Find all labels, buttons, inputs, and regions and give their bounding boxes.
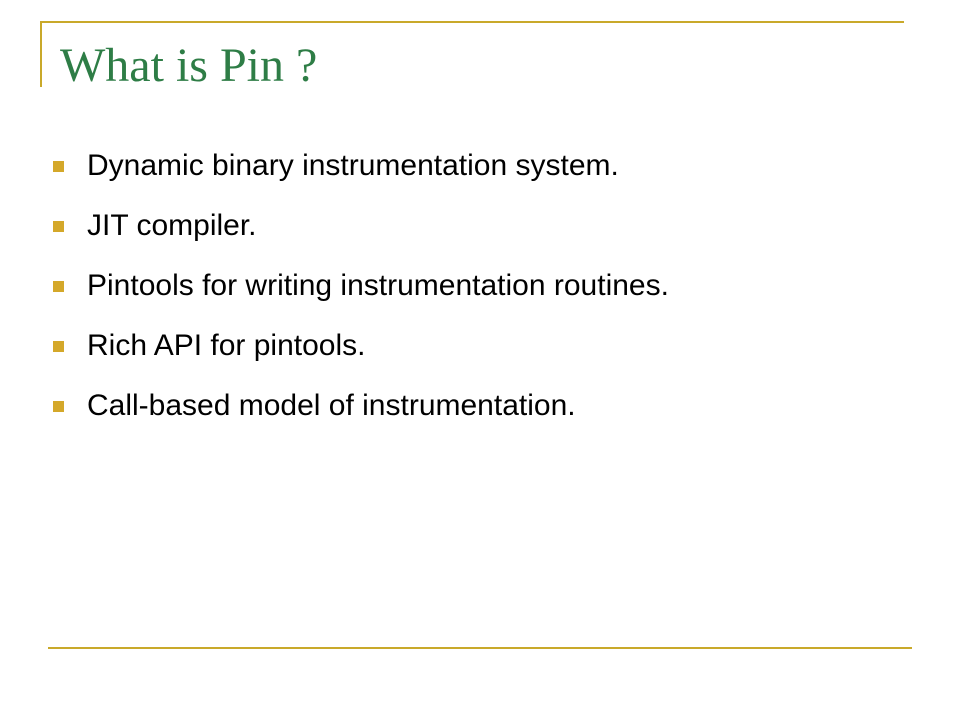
bottom-rule [48, 647, 912, 649]
bullet-list [48, 136, 669, 436]
square-bullet-icon [53, 401, 64, 412]
bullet-text: Pintools for writing instrumentation routines. [87, 269, 669, 302]
square-bullet-icon [53, 341, 64, 352]
left-rule [40, 21, 42, 87]
bullet-item [48, 376, 669, 436]
bullet-text: JIT compiler. [87, 209, 257, 242]
bullet-text: Rich API for pintools. [87, 329, 366, 362]
bullet-text: Dynamic binary instrumentation system. [87, 149, 619, 182]
top-rule [40, 21, 904, 23]
bullet-item [48, 136, 669, 196]
slide-title: What is Pin ? [60, 39, 318, 92]
square-bullet-icon [53, 161, 64, 172]
bullet-item [48, 316, 669, 376]
bullet-item [48, 196, 669, 256]
square-bullet-icon [53, 281, 64, 292]
square-bullet-icon [53, 221, 64, 232]
bullet-text: Call-based model of instrumentation. [87, 389, 576, 422]
bullet-item [48, 256, 669, 316]
